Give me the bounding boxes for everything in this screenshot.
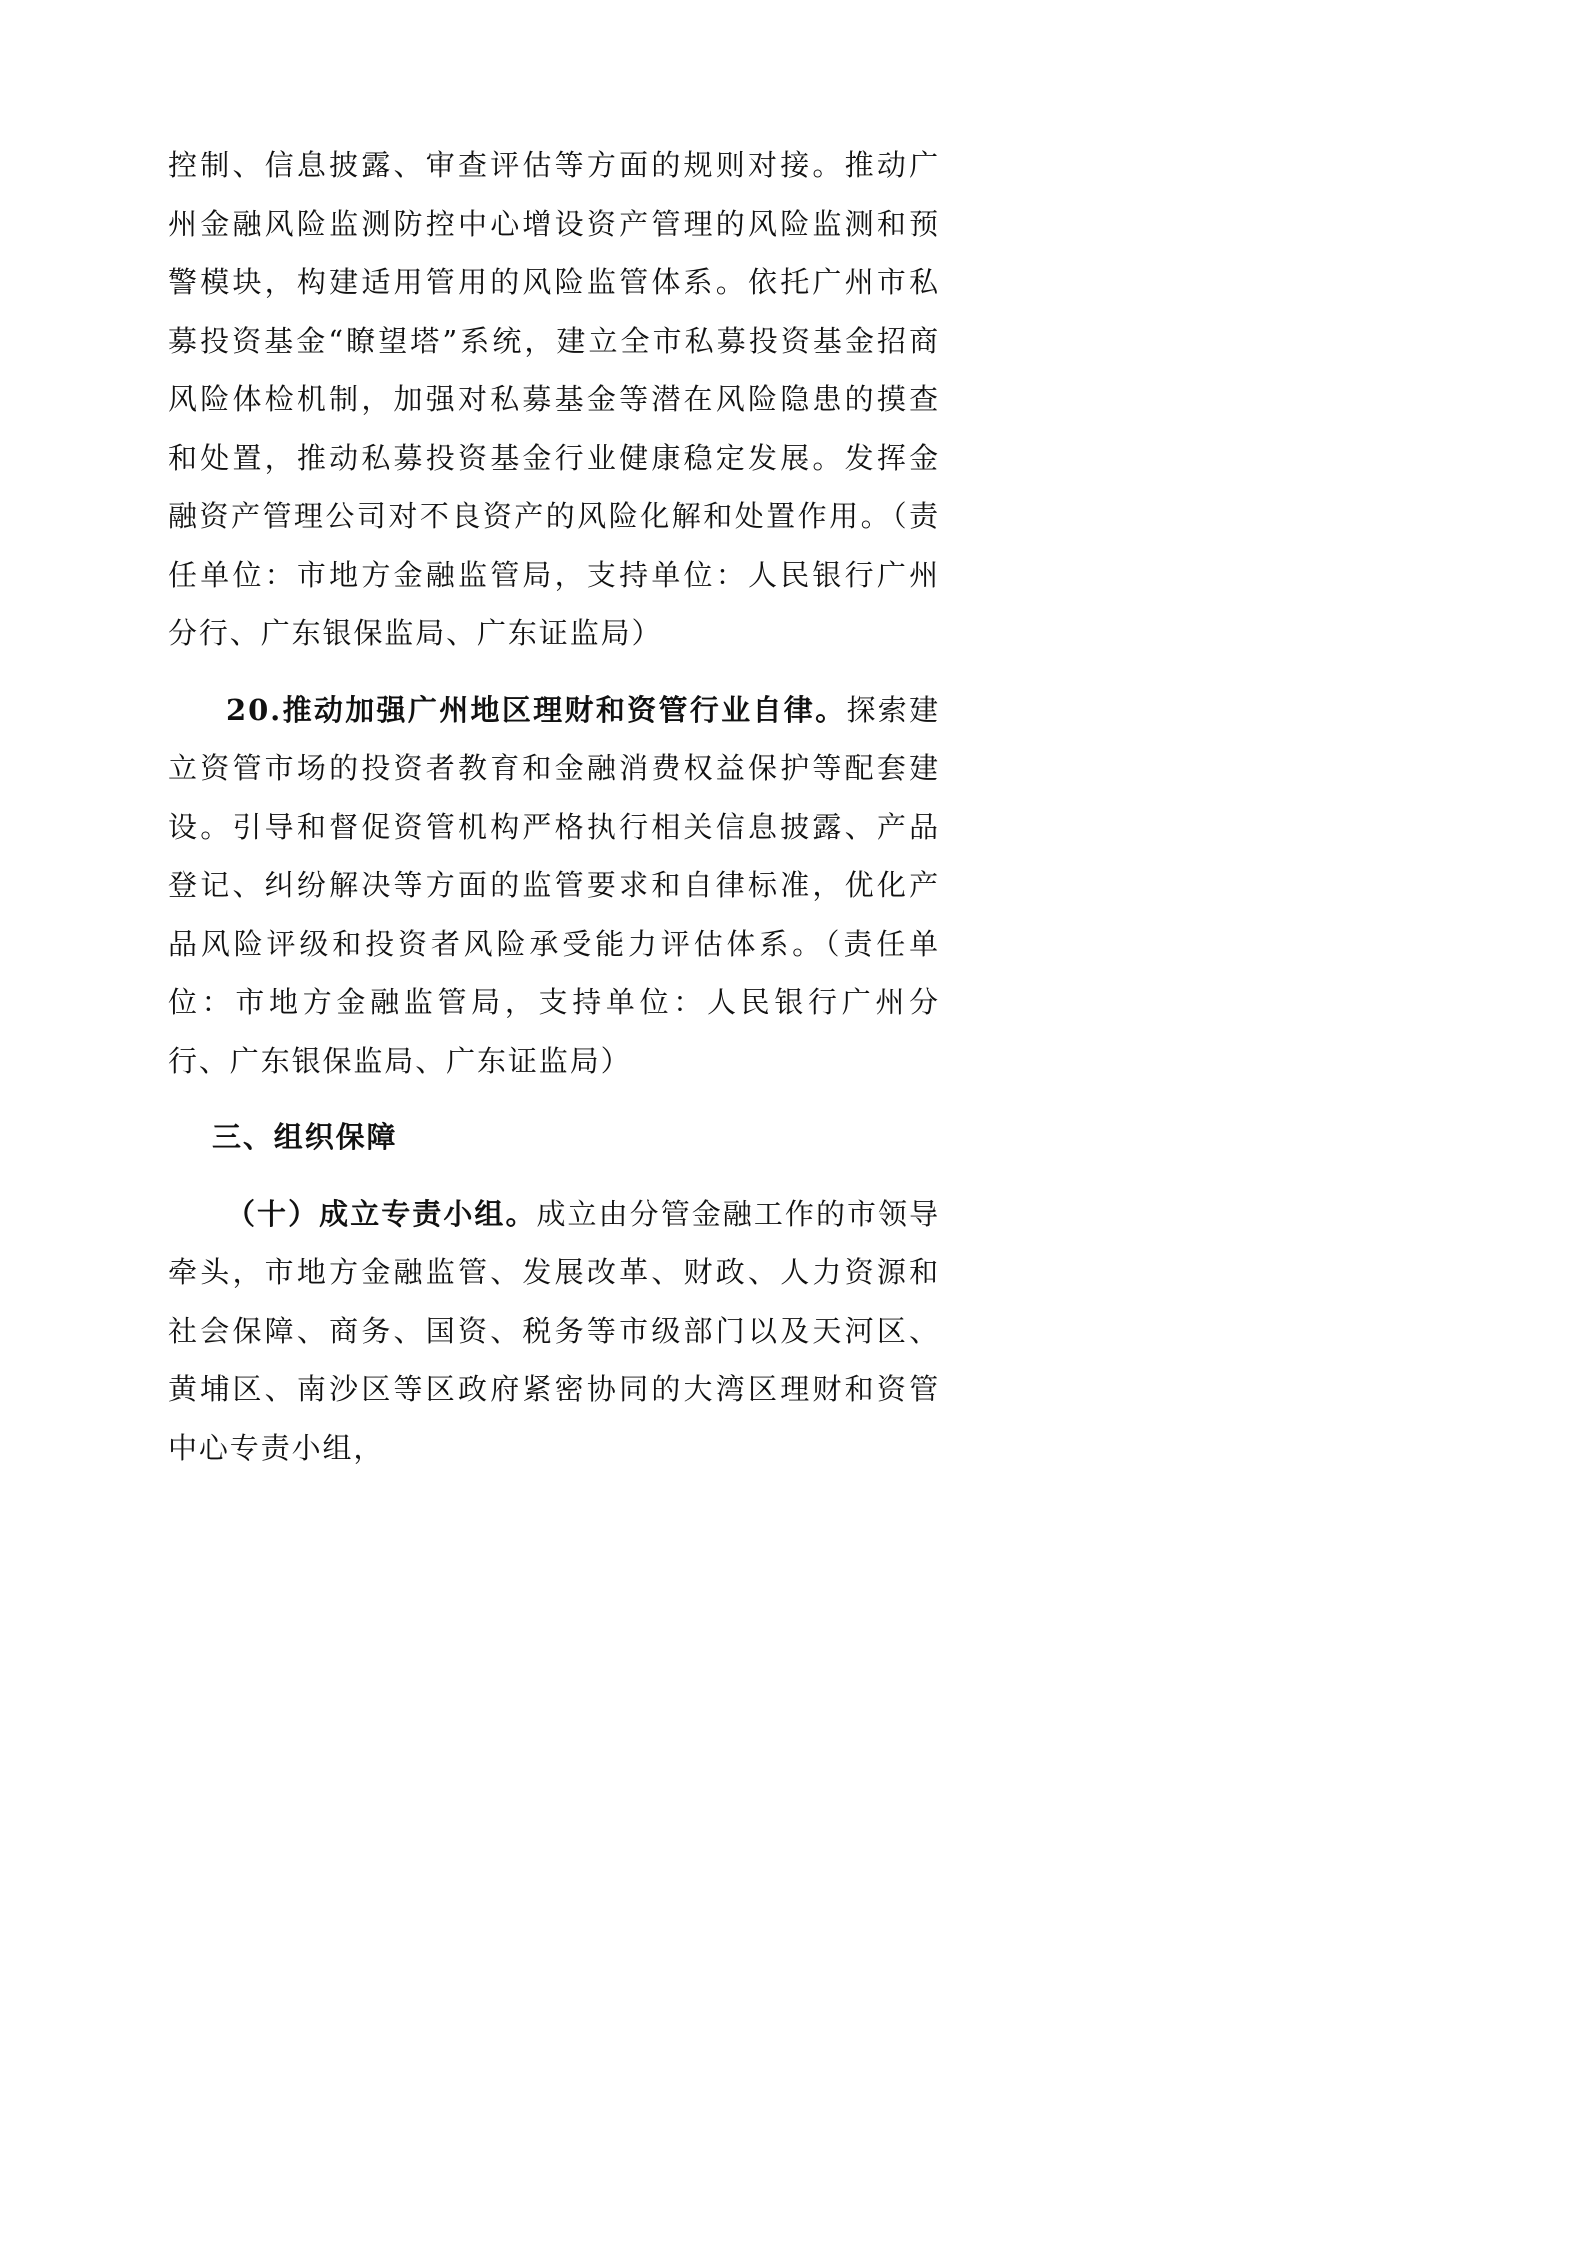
section-heading-organization: 三、组织保障 [212,1120,398,1154]
paragraph-risk-control: 控制、信息披露、审查评估等方面的规则对接。推动广州金融风险监测防控中心增设资产管理的风险监测和预警模块，构建适用管用的风险监管体系。依托广州市私募投资基金“瞭望塔”系统，建立全市私募投资基金招商风险体检机制，加强对私募基金等潜在风险隐患的摸查和处置，推动私募投资基金行业健康稳定发展。发挥金融资产管理公司对不良资产的风险化解和处置作用。（责任单位：市地方金融监管局，支持单位：人民银行广州分行、广东银保监局、广东证监局） [168,148,940,650]
item-20-text: 探索建立资管市场的投资者教育和金融消费权益保护等配套建设。引导和督促资管机构严格执行相关信息披露、产品登记、纠纷解决等方面的监管要求和自律标准，优化产品风险评级和投资者风险承受能力评估体系。（责任单位：市地方金融监管局，支持单位：人民银行广州分行、广东银保监局、广东证监局） [168,692,941,1078]
item-20-title: 20.推动加强广州地区理财和资管行业自律。 [226,692,847,727]
document-page [0,0,1106,1565]
item-10-text: 成立由分管金融工作的市领导牵头，市地方金融监管、发展改革、财政、人力资源和社会保障、商务、国资、税务等市级部门以及天河区、黄埔区、南沙区等区政府紧密协同的大湾区理财和资管中心专责小组， [168,1196,940,1465]
paragraph-item-20 [168,681,940,1091]
document-body [168,136,940,1477]
item-10-title: （十）成立专责小组。 [226,1196,537,1231]
paragraph-item-10 [168,1185,940,1478]
